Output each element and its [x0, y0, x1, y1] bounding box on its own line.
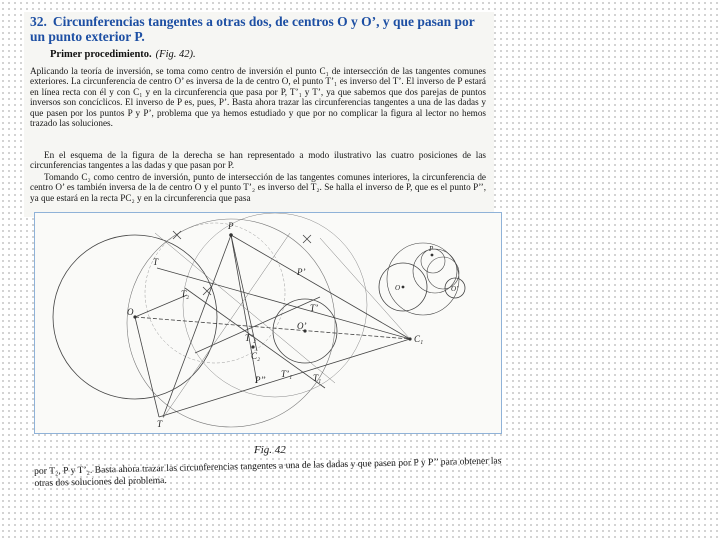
- label-t2: T₂: [181, 289, 190, 299]
- section-number: 32.: [30, 14, 47, 29]
- external-tangent-upper: [157, 268, 410, 339]
- construction-circle-2: [183, 213, 367, 397]
- label-t-top: T: [153, 257, 159, 267]
- point-c2: [251, 345, 254, 348]
- cross-mark-1: [173, 231, 181, 239]
- label-t1: T₁: [313, 373, 322, 383]
- bottom-paragraph: por T₂, P y T’₂. Basta ahora trazar las circunferencias tangentes a una de las dadas y que pasen por P y P’’ para obtener las otras dos soluciones del problema.: [34, 455, 502, 489]
- section-heading: [30, 14, 490, 44]
- inset-label-o: O: [395, 284, 401, 292]
- point-o: [133, 315, 136, 318]
- inset-diagram: [379, 243, 465, 315]
- figure-reference: (Fig. 42).: [155, 49, 196, 60]
- figure-caption: Fig. 42: [254, 444, 286, 456]
- point-c1: [408, 337, 411, 340]
- label-o-prime: O’: [297, 321, 307, 331]
- label-c1: C₁: [414, 334, 424, 344]
- label-t2-prime: T’₂: [245, 333, 257, 343]
- label-p: P: [228, 221, 234, 231]
- label-t-bottom: T: [157, 419, 163, 429]
- paragraph-2: En el esquema de la figura de la derecha se han representado a modo ilustrativo las cuatro posiciones de las circunferencias tangentes a las dadas y que pasan por P.: [30, 150, 486, 171]
- figure-42-diagram: [35, 213, 501, 433]
- procedure-label: Primer procedimiento.: [50, 49, 152, 60]
- label-t-prime: T’: [310, 303, 319, 313]
- figure-42-frame: [34, 212, 502, 434]
- inset-solution-circle-2: [387, 243, 459, 315]
- inset-label-p: P: [429, 245, 434, 253]
- inset-label-o-prime: O’: [451, 285, 459, 293]
- paragraph-3: Tomando C₂ como centro de inversión, punto de intersección de las tangentes comunes interiores, la circunferencia de centro O’ es también inversa de la de centro O y el punto T’₂ es inverso del T₂. Se halla el inverso de P, que es el punto P’’, ya que estará en la recta PC₂ y en la circunferencia que pasa: [30, 172, 486, 203]
- inset-point-p: [431, 254, 434, 257]
- label-c2: C₂: [251, 351, 261, 361]
- cross-mark-3: [303, 235, 311, 243]
- inset-point-o: [402, 286, 405, 289]
- label-o: O: [127, 307, 134, 317]
- section-title: Circunferencias tangentes a otras dos, de centros O y O’, y que pasan por un punto exterior P.: [30, 14, 475, 44]
- label-t1-prime: T’₁: [281, 369, 293, 379]
- construction-line-4: [135, 317, 159, 417]
- line-p-c1: [231, 235, 410, 339]
- construction-line-1: [155, 233, 335, 383]
- construction-line-2: [163, 233, 293, 418]
- procedure-heading: [50, 49, 196, 60]
- center-line: [135, 317, 410, 339]
- label-p-prime: P’: [297, 267, 306, 277]
- label-p-double: P’’: [255, 375, 266, 385]
- line-p-t: [163, 235, 231, 417]
- construction-line-3: [135, 295, 187, 317]
- paragraph-1: Aplicando la teoría de inversión, se toma como centro de inversión el punto C₁ de intersección de las tangentes comunes exteriores. La circunferencia de centro O’ es inversa de la de centro O, el punto T’₁ es inverso del T’. El inverso de P estará en línea recta con él y con C₁ y en la circunferencia que pasa por P, T’₁ y T’, ya que sabemos que dos parejas de puntos inversos son concíclicos. El inverso de P es, pues, P’. Basta ahora trazar las circunferencias tangentes a una de las dadas y que pasen por los puntos P y P’, problema que ya hemos estudiado y que por no complicar la figura al lector no hemos trazado las soluciones.: [30, 66, 486, 129]
- point-p: [229, 233, 233, 237]
